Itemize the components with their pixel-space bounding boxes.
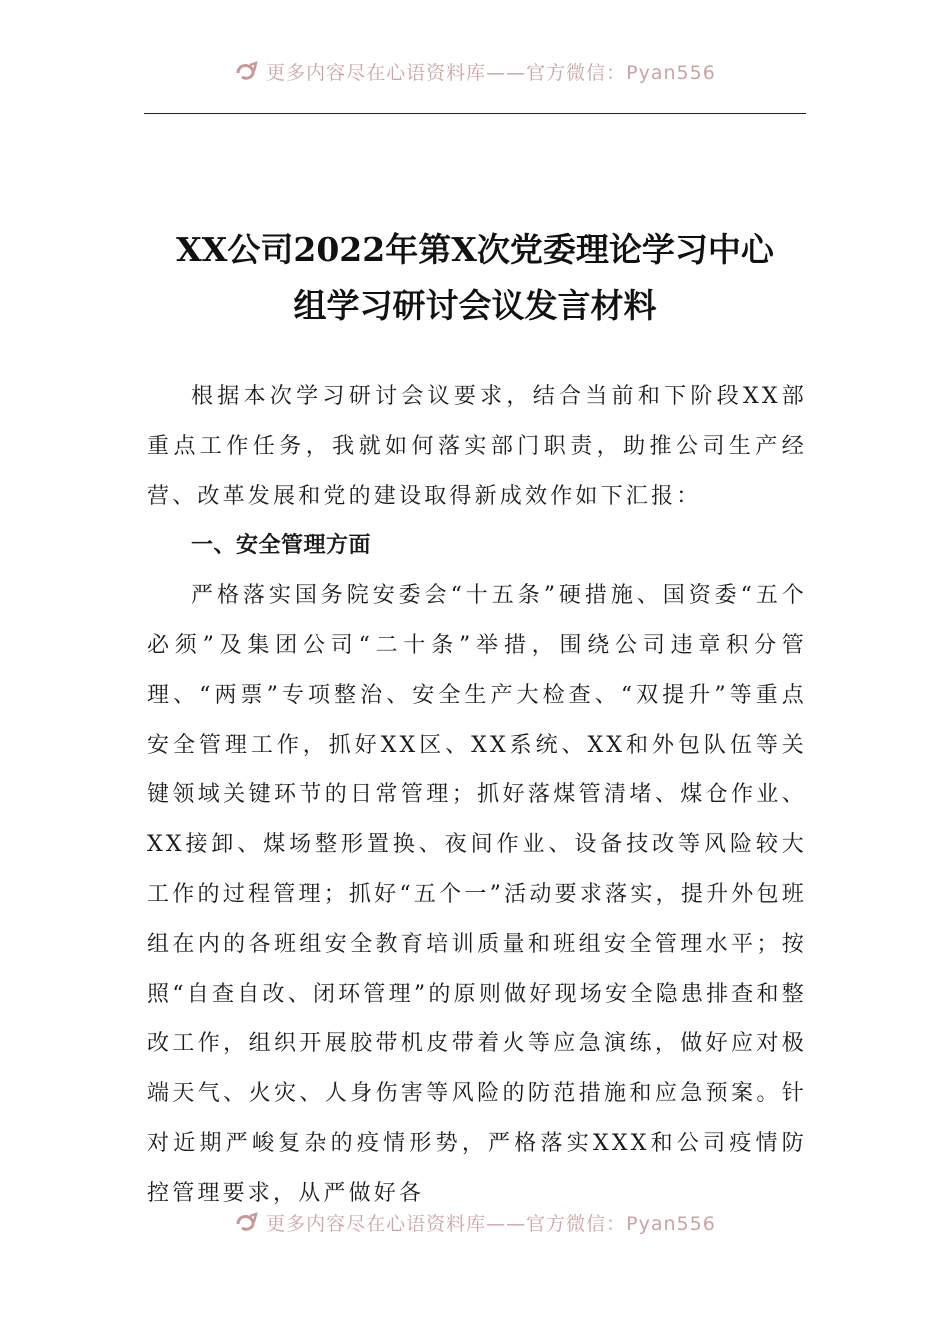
watermark-logo-icon — [234, 59, 262, 83]
footer-watermark — [0, 1207, 950, 1237]
watermark-text: 更多内容尽在心语资料库——官方微信：Pyan556 — [266, 1212, 716, 1235]
watermark-text: 更多内容尽在心语资料库——官方微信：Pyan556 — [266, 61, 716, 84]
watermark-logo-icon — [234, 1210, 262, 1234]
header-watermark — [0, 56, 950, 86]
document-body — [147, 372, 807, 1219]
title-line-1: XX公司2022年第X次党委理论学习中心 — [176, 230, 774, 269]
intro-paragraph: 根据本次学习研讨会议要求，结合当前和下阶段XX部重点工作任务，我就如何落实部门职责，助推公司生产经营、改革发展和党的建设取得新成效作如下汇报： — [147, 384, 807, 509]
header-divider — [144, 113, 806, 114]
document-title — [120, 222, 830, 334]
title-line-2: 组学习研讨会议发言材料 — [293, 286, 657, 325]
section-heading-safety: 一、安全管理方面 — [191, 533, 372, 559]
safety-paragraph: 严格落实国务院安委会“十五条”硬措施、国资委“五个必须”及集团公司“二十条”举措，围绕公司违章积分管理、“两票”专项整治、安全生产大检查、“双提升”等重点安全管理工作，抓好XX区、XX系统、XX和外包队伍等关键领域关键环节的日常管理；抓好落煤管清堵、煤仓作业、XX接卸、煤场整形置换、夜间作业、设备技改等风险较大工作的过程管理；抓好“五个一”活动要求落实，提升外包班组在内的各班组安全教育培训质量和班组安全管理水平；按照“自查自改、闭环管理”的原则做好现场安全隐患排查和整改工作，组织开展胶带机皮带着火等应急演练，做好应对极端天气、火灾、人身伤害等风险的防范措施和应急预案。针对近期严峻复杂的疫情形势，严格落实XXX和公司疫情防控管理要求，从严做好各 — [147, 583, 807, 1206]
